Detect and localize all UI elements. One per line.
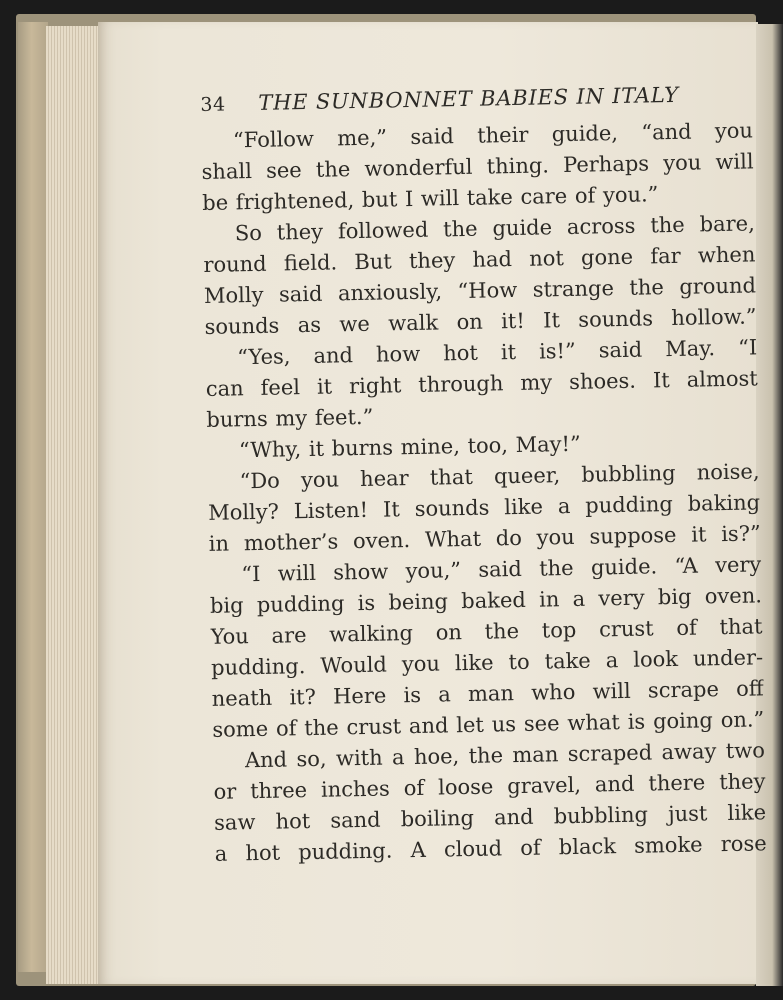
text-line: can feel it right through my shoes. It almost bbox=[205, 366, 758, 401]
text-line: some of the crust and let us see what is going on.” bbox=[212, 707, 765, 742]
page-edges bbox=[46, 26, 104, 984]
text-line: be frightened, but I will take care of you.” bbox=[202, 182, 659, 215]
text-line: Molly said anxiously, “How strange the ground bbox=[203, 273, 757, 308]
text-line: And so, with a hoe, the man scraped away two bbox=[244, 738, 766, 773]
text-line: “Follow me,” said their guide, “and you bbox=[232, 118, 754, 153]
cover-edge bbox=[18, 22, 48, 972]
text-line: So they followed the guide across the bare, bbox=[234, 211, 755, 246]
text-line: in mother’s oven. What do you suppose it is?” bbox=[208, 521, 761, 556]
text-line: “Do you hear that queer, bubbling noise, bbox=[239, 459, 760, 494]
page-number: 34 bbox=[200, 93, 226, 116]
text-line: a hot pudding. A cloud of black smoke rose bbox=[214, 831, 767, 866]
text-line: “Yes, and how hot it is!” said May. “I bbox=[236, 335, 758, 370]
text-line: “Why, it burns mine, too, May!” bbox=[238, 431, 581, 463]
text-line: You are walking on the top crust of that bbox=[210, 614, 763, 649]
text-line: pudding. Would you like to take a look under- bbox=[210, 645, 764, 680]
text-line: big pudding is being baked in a very big oven. bbox=[209, 583, 763, 618]
running-title: THE SUNBONNET BABIES IN ITALY bbox=[258, 82, 680, 115]
page-text bbox=[200, 75, 767, 869]
text-line: or three inches of loose gravel, and there they bbox=[213, 769, 766, 804]
text-line: saw hot sand boiling and bubbling just like bbox=[213, 800, 767, 835]
text-line: sounds as we walk on it! It sounds hollow.” bbox=[204, 304, 757, 339]
text-line: burns my feet.” bbox=[206, 404, 374, 432]
text-line: Molly? Listen! It sounds like a pudding baking bbox=[207, 490, 761, 525]
text-line: round field. But they had not gone far when bbox=[203, 242, 756, 277]
text-line: “I will show you,” said the guide. “A very bbox=[241, 552, 762, 587]
body-text bbox=[201, 115, 767, 869]
text-line: shall see the wonderful thing. Perhaps you will bbox=[201, 149, 754, 184]
text-line: neath it? Here is a man who will scrape off bbox=[211, 676, 764, 711]
